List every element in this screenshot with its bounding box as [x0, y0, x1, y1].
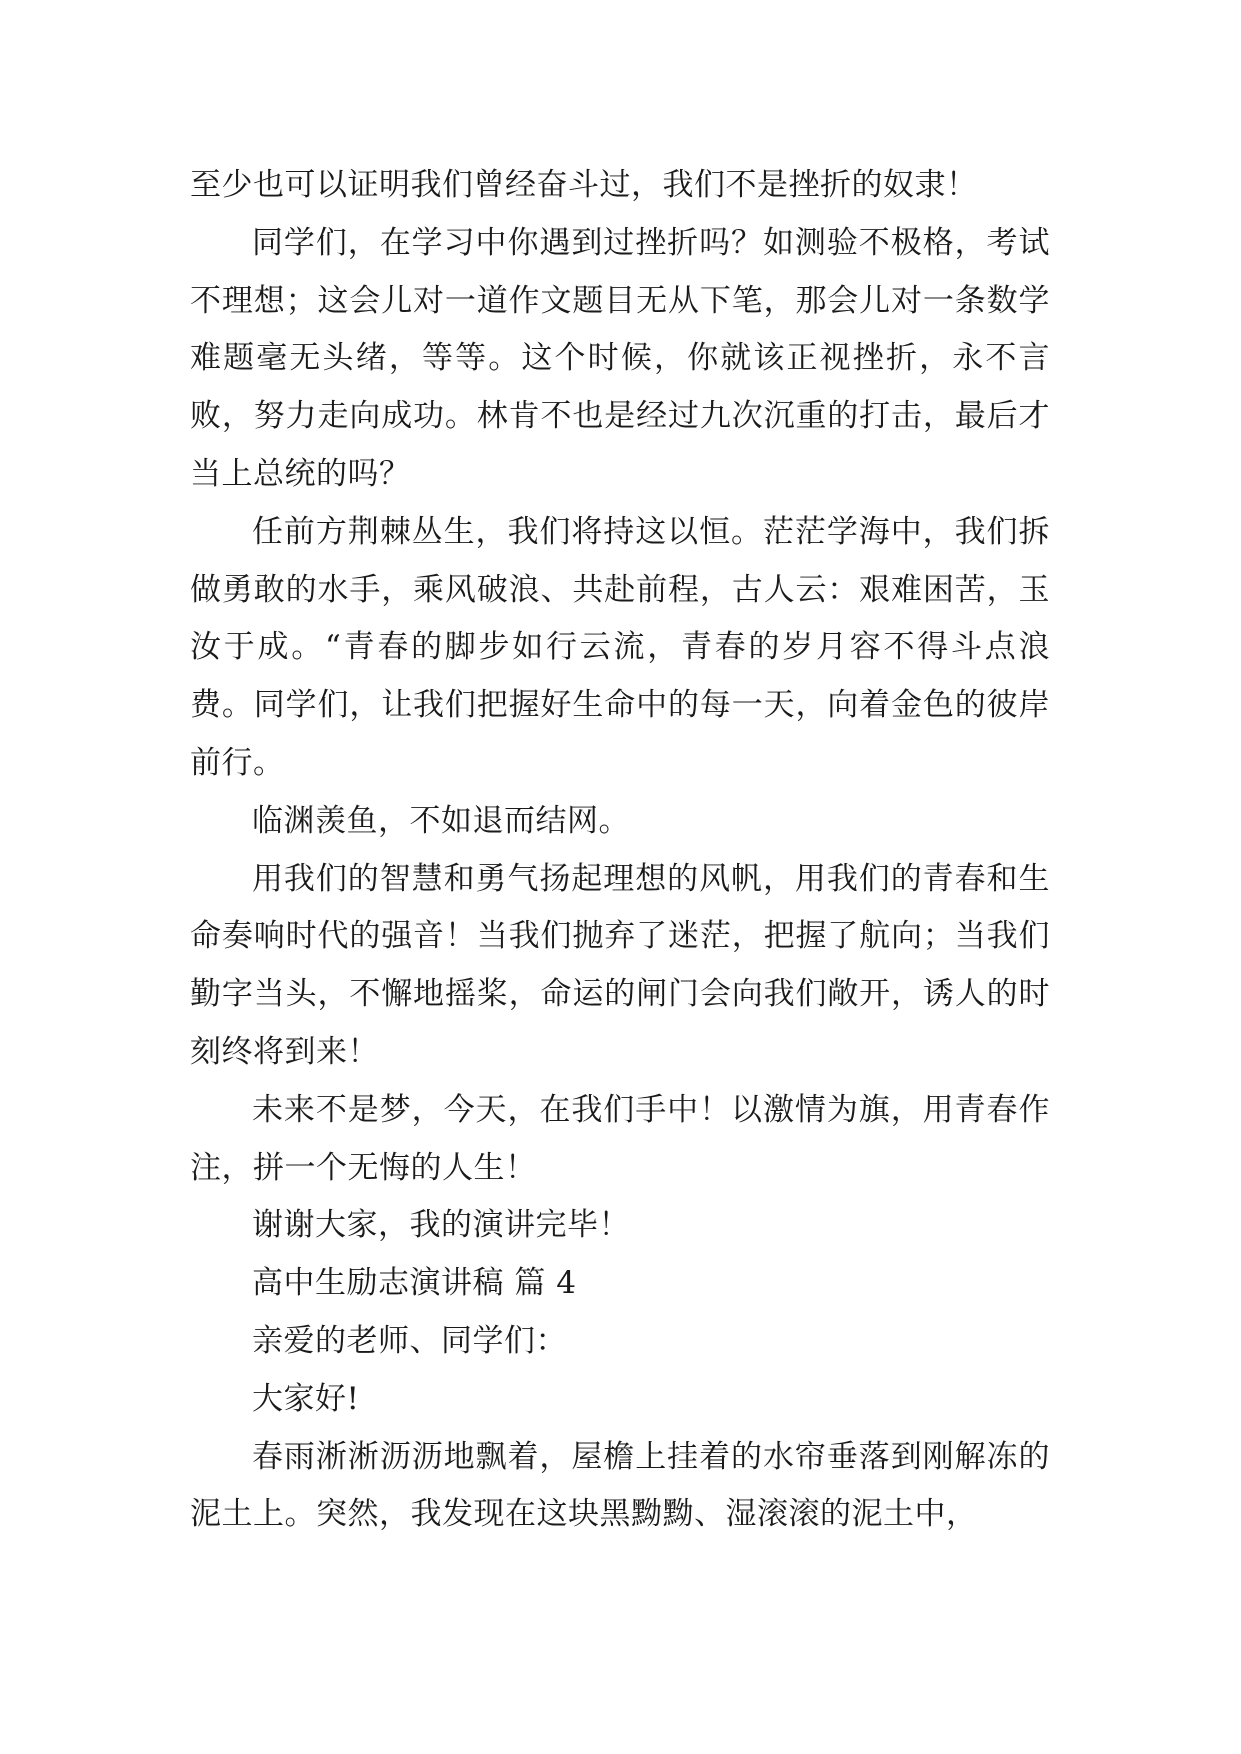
paragraph-6: 未来不是梦，今天，在我们手中！以激情为旗，用青春作注，拼一个无悔的人生！ [190, 1091, 1050, 1186]
paragraph-4: 临渊羡鱼，不如退而结网。 [252, 802, 630, 839]
section-heading: 高中生励志演讲稿 篇 4 [252, 1265, 577, 1302]
salutation: 亲爱的老师、同学们： [252, 1322, 567, 1359]
document-body [190, 157, 1050, 1544]
closing-thanks: 谢谢大家，我的演讲完毕！ [252, 1207, 630, 1244]
paragraph-3: 任前方荆棘丛生，我们将持这以恒。茫茫学海中，我们拆做勇敢的水手，乘风破浪、共赴前程，古人云：艰难困苦，玉汝于成。“青春的脚步如行云流，青春的岁月容不得斗点浪费。同学们，让我们把握好生命中的每一天，向着金色的彼岸前行。 [190, 513, 1050, 781]
paragraph-1: 至少也可以证明我们曾经奋斗过，我们不是挫折的奴隶！ [190, 167, 978, 203]
paragraph-2: 同学们，在学习中你遇到过挫折吗？如测验不极格，考试不理想；这会儿对一道作文题目无从下笔，那会儿对一条数学难题毫无头绪，等等。这个时候，你就该正视挫折，永不言败，努力走向成功。林肯不也是经过九次沉重的打击，最后才当上总统的吗？ [190, 224, 1050, 492]
greeting: 大家好! [252, 1380, 360, 1417]
paragraph-5: 用我们的智慧和勇气扬起理想的风帆，用我们的青春和生命奏响时代的强音！当我们抛弃了迷茫，把握了航向；当我们勤字当头，不懈地摇桨，命运的闸门会向我们敞开，诱人的时刻终将到来！ [190, 860, 1050, 1070]
paragraph-11: 春雨淅淅沥沥地飘着，屋檐上挂着的水帘垂落到刚解冻的泥土上。突然，我发现在这块黑黝黝、湿滚滚的泥土中， [190, 1438, 1050, 1533]
